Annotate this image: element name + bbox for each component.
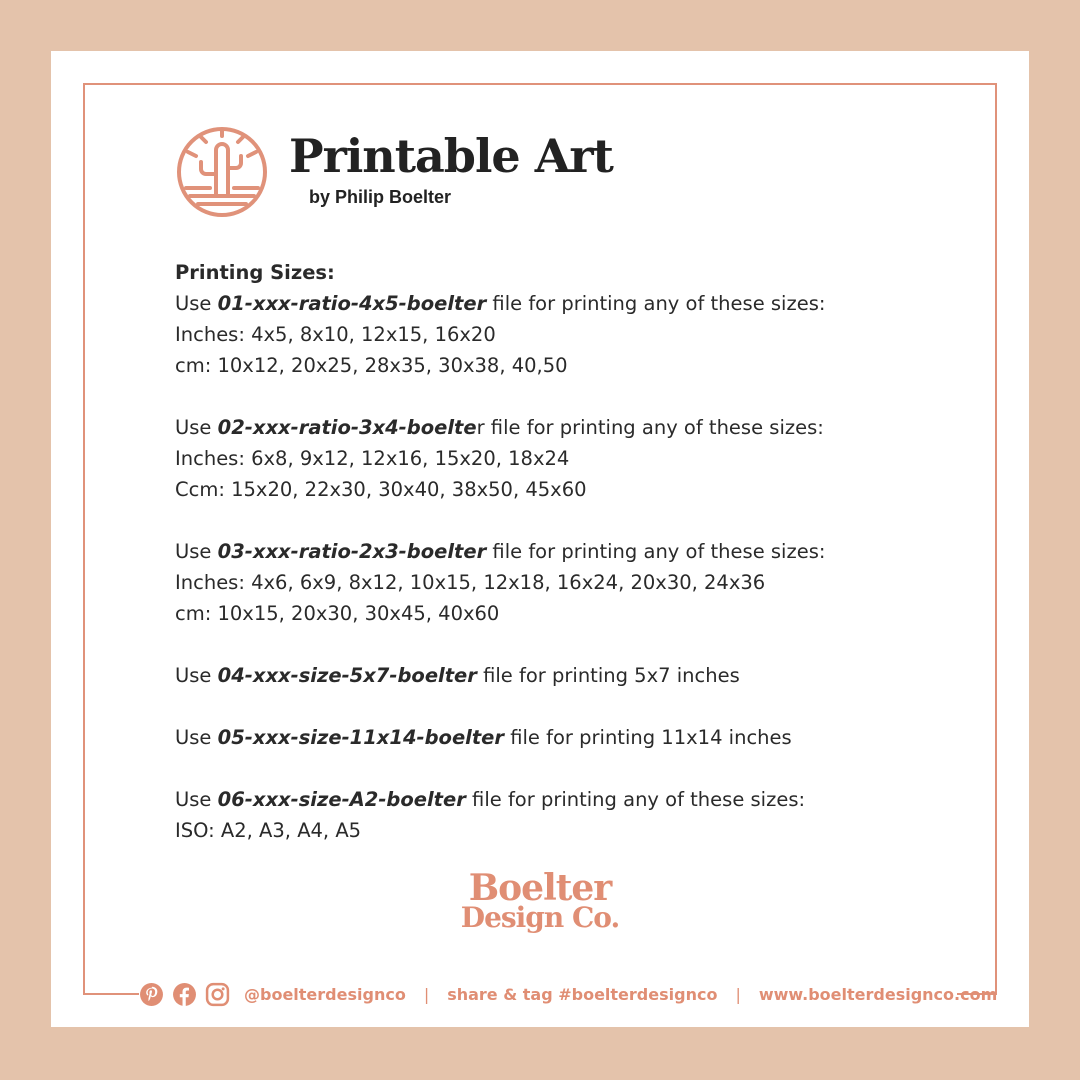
file-name: 02-xxx-ratio-3x4-boelte [217, 416, 477, 439]
size-instruction [175, 784, 975, 815]
file-name: 01-xxx-ratio-4x5-boelter [217, 292, 487, 315]
size-instruction [175, 412, 975, 443]
size-list: Inches: 6x8, 9x12, 12x16, 15x20, 18x24 [175, 447, 570, 470]
file-name: 03-xxx-ratio-2x3-boelter [217, 540, 487, 563]
instruction-text: file for printing 5x7 inches [476, 664, 740, 687]
use-text: Use [175, 292, 218, 315]
border-bottom-left [83, 993, 139, 995]
size-instruction [175, 660, 975, 691]
use-text: Use [175, 664, 218, 687]
size-list: cm: 10x12, 20x25, 28x35, 30x38, 40,50 [175, 354, 568, 377]
share-tag-text: share & tag #boelterdesignco [447, 984, 718, 1004]
use-text: Use [175, 416, 218, 439]
brand-subtitle: by Philip Boelter [309, 187, 452, 207]
pinterest-icon[interactable] [139, 982, 164, 1007]
social-handle[interactable]: @boelterdesignco [244, 984, 406, 1004]
file-name: 04-xxx-size-5x7-boelter [217, 664, 477, 687]
instruction-text: file for printing any of these sizes: [486, 292, 826, 315]
instruction-text: file for printing 11x14 inches [504, 726, 792, 749]
printing-sizes-content [175, 257, 975, 846]
footer-separator: | [735, 984, 741, 1004]
instruction-text: r file for printing any of these sizes: [476, 416, 824, 439]
instruction-text: file for printing any of these sizes: [486, 540, 826, 563]
size-list: Ccm: 15x20, 22x30, 30x40, 38x50, 45x60 [175, 478, 587, 501]
logo-line-1: Boelter [468, 867, 612, 909]
footer-bar [139, 980, 997, 1008]
size-list: ISO: A2, A3, A4, A5 [175, 819, 362, 842]
cactus-sun-icon [176, 126, 268, 218]
content-card [51, 51, 1029, 1027]
size-list: Inches: 4x5, 8x10, 12x15, 16x20 [175, 323, 496, 346]
use-text: Use [175, 540, 218, 563]
logo-line-2: Design Co. [460, 901, 620, 934]
website-link[interactable]: www.boelterdesignco.com [758, 984, 998, 1004]
size-instruction [175, 536, 975, 567]
boelter-design-logo [51, 867, 1029, 934]
instruction-text: file for printing any of these sizes: [465, 788, 806, 811]
use-text: Use [175, 788, 218, 811]
size-list: cm: 10x15, 20x30, 30x45, 40x60 [175, 602, 500, 625]
facebook-icon[interactable] [172, 982, 197, 1007]
footer-separator: | [423, 984, 430, 1004]
size-instruction [175, 722, 975, 753]
brand-title: Printable Art [289, 129, 613, 183]
instagram-icon[interactable] [205, 982, 230, 1007]
size-instruction [175, 288, 975, 319]
use-text: Use [175, 726, 218, 749]
size-list: Inches: 4x6, 6x9, 8x12, 10x15, 12x18, 16x24, 20x30, 24x36 [175, 571, 766, 594]
section-heading: Printing Sizes: [175, 261, 335, 284]
file-name: 05-xxx-size-11x14-boelter [217, 726, 505, 749]
file-name: 06-xxx-size-A2-boelter [217, 788, 466, 811]
